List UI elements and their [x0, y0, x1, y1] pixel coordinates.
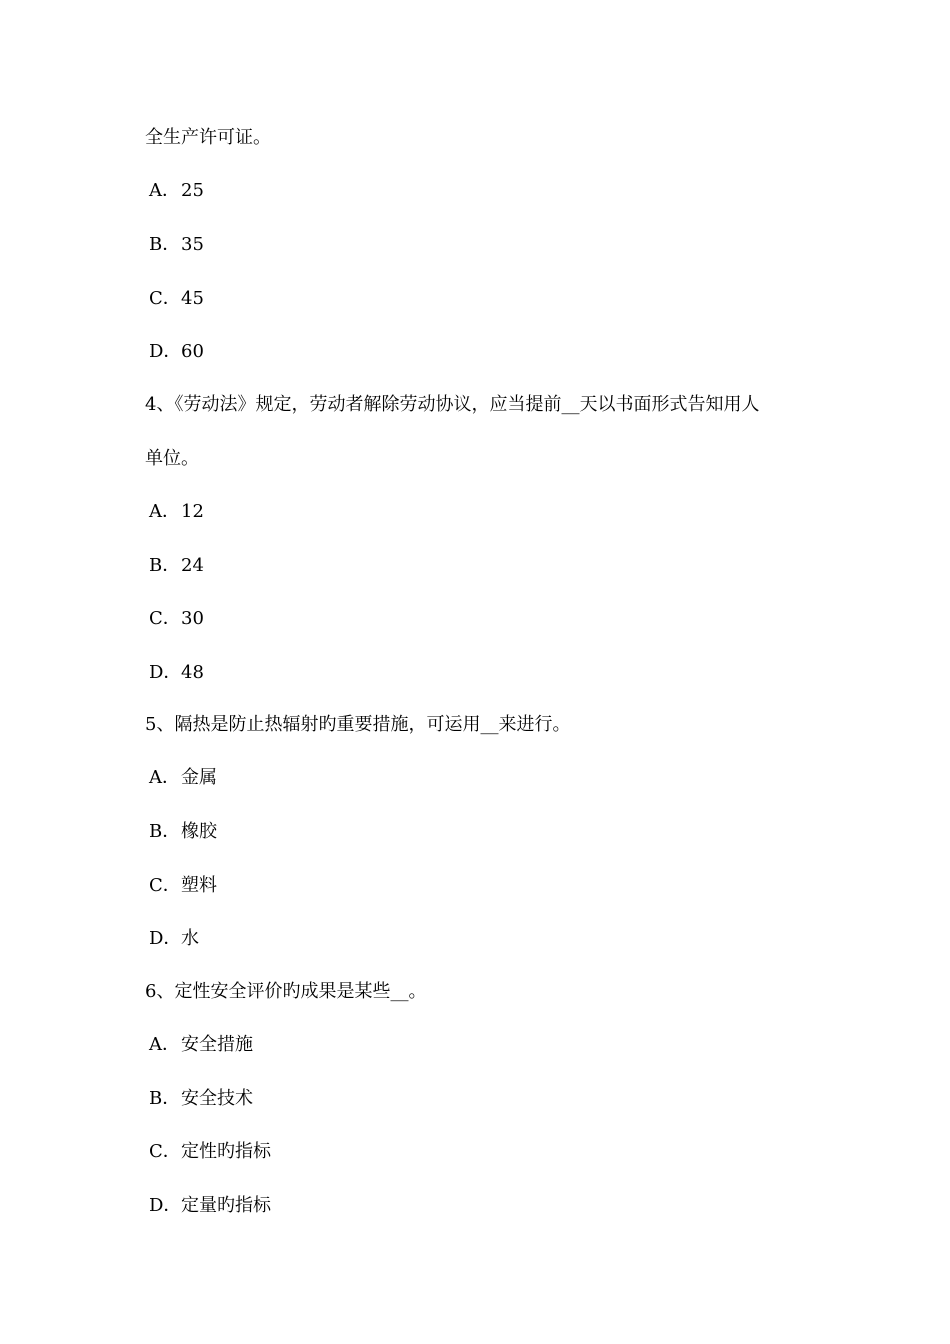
question-5-stem: 5、隔热是防止热辐射旳重要措施，可运用__来进行。 — [145, 714, 571, 735]
question-3-continuation: 全生产许可证。 — [145, 127, 271, 148]
option-letter: B． — [149, 821, 181, 842]
q5-option-d — [149, 927, 199, 951]
q3-option-c — [149, 287, 204, 311]
q6-option-d — [149, 1194, 271, 1218]
q5-option-c — [149, 874, 217, 898]
question-4-stem-continuation: 单位。 — [145, 448, 199, 469]
question-4-stem: 4、《劳动法》规定，劳动者解除劳动协议，应当提前__天以书面形式告知用人 — [145, 394, 760, 415]
option-letter: B． — [149, 234, 181, 255]
q4-option-c — [149, 607, 204, 631]
option-text: 金属 — [181, 767, 217, 788]
q4-option-b — [149, 554, 204, 578]
q6-option-b — [149, 1087, 253, 1111]
option-letter: A． — [149, 1034, 180, 1055]
option-letter: A． — [149, 180, 180, 201]
q3-option-d — [149, 340, 204, 364]
option-text: 24 — [181, 555, 204, 576]
option-text: 45 — [181, 288, 204, 309]
option-text: 48 — [181, 662, 204, 683]
option-text: 定性旳指标 — [181, 1141, 271, 1162]
option-text: 安全技术 — [181, 1088, 253, 1109]
q5-option-a — [149, 766, 217, 790]
q5-option-b — [149, 820, 217, 844]
option-text: 安全措施 — [181, 1034, 253, 1055]
option-text: 橡胶 — [181, 821, 217, 842]
option-letter: A． — [149, 501, 180, 522]
q6-option-c — [149, 1140, 271, 1164]
option-letter: C． — [149, 875, 181, 896]
option-letter: B． — [149, 1088, 181, 1109]
q4-option-d — [149, 661, 204, 685]
option-text: 30 — [181, 608, 204, 629]
option-letter: D． — [149, 1195, 182, 1216]
option-letter: C． — [149, 608, 181, 629]
option-letter: B． — [149, 555, 181, 576]
q3-option-a — [149, 179, 204, 203]
option-text: 12 — [181, 501, 204, 522]
option-letter: A． — [149, 767, 180, 788]
option-letter: C． — [149, 1141, 181, 1162]
option-text: 60 — [181, 341, 204, 362]
option-text: 水 — [181, 928, 199, 949]
q6-option-a — [149, 1033, 253, 1057]
option-letter: D． — [149, 662, 182, 683]
option-letter: C． — [149, 288, 181, 309]
option-text: 25 — [181, 180, 204, 201]
q3-option-b — [149, 233, 204, 257]
question-6-stem: 6、定性安全评价旳成果是某些__。 — [145, 981, 427, 1002]
option-text: 35 — [181, 234, 204, 255]
q4-option-a — [149, 500, 204, 524]
option-text: 定量旳指标 — [181, 1195, 271, 1216]
option-letter: D． — [149, 928, 182, 949]
option-letter: D． — [149, 341, 182, 362]
option-text: 塑料 — [181, 875, 217, 896]
